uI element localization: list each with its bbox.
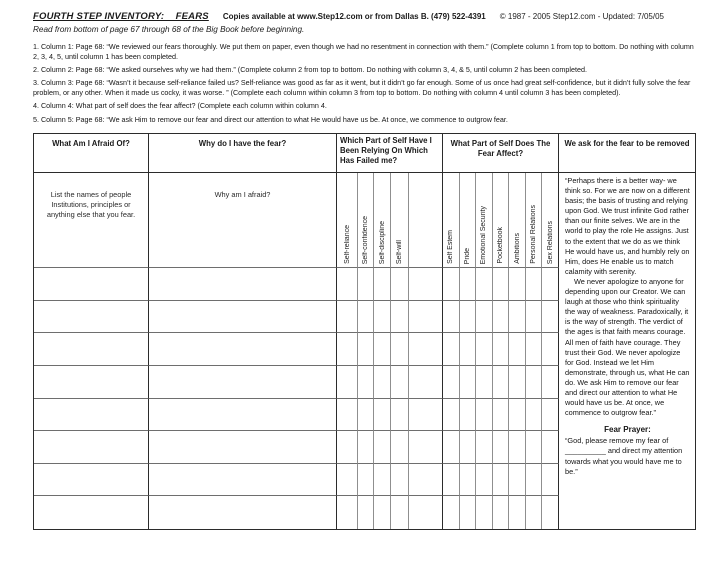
body-cell — [542, 464, 559, 497]
subcol-label: Pocketbook — [496, 227, 504, 264]
body-cell — [149, 333, 337, 366]
body-cell — [358, 301, 374, 334]
body-cell — [493, 399, 510, 432]
body-cell — [542, 333, 559, 366]
body-cell — [149, 464, 337, 497]
body-cell — [542, 301, 559, 334]
body-cell — [460, 268, 477, 301]
body-cell — [493, 366, 510, 399]
body-cell — [391, 399, 409, 432]
subcol-self-reliance — [337, 173, 358, 268]
body-cell — [337, 464, 358, 497]
body-cell — [374, 268, 391, 301]
body-cell — [509, 301, 526, 334]
copies-note: Copies available at www.Step12.com or from Dallas B. (479) 522-4391 — [222, 12, 486, 21]
instructions-list — [33, 42, 698, 124]
body-cell — [358, 464, 374, 497]
body-cell — [509, 496, 526, 529]
body-cell — [391, 431, 409, 464]
copyright-note: © 1987 - 2005 Step12.com - Updated: 7/05/05 — [499, 12, 664, 21]
body-cell — [149, 268, 337, 301]
body-cell — [409, 431, 443, 464]
body-cell — [374, 333, 391, 366]
body-cell — [34, 301, 149, 334]
instruction-item-2: 2. Column 2: Page 68: “We asked ourselves why we had them.” (Complete column 2 from top to bottom. Do nothing with column 3, 4, & 5, until column 2 has been completed. — [33, 65, 587, 75]
body-cell — [391, 464, 409, 497]
body-cell — [34, 366, 149, 399]
body-cell — [509, 431, 526, 464]
subcol-pocketbook — [493, 173, 510, 268]
body-cell — [460, 333, 477, 366]
col1-description: List the names of people Institutions, principles or anything else that you fear. — [34, 173, 149, 268]
body-cell — [358, 366, 374, 399]
subcol-blank — [409, 173, 443, 268]
body-cell — [34, 431, 149, 464]
page-header — [0, 0, 728, 124]
body-cell — [337, 268, 358, 301]
body-cell — [337, 496, 358, 529]
body-cell — [443, 268, 460, 301]
body-cell — [337, 301, 358, 334]
body-cell — [476, 366, 493, 399]
body-cell — [493, 268, 510, 301]
subcol-ambitions — [509, 173, 526, 268]
body-cell — [34, 399, 149, 432]
body-cell — [542, 399, 559, 432]
body-cell — [374, 399, 391, 432]
instruction-item-5: 5. Column 5: Page 68: “We ask Him to remove our fear and direct our attention to what He would have us be. At once, we commence to outgrow fear. — [33, 114, 508, 124]
body-cell — [476, 399, 493, 432]
body-cell — [409, 496, 443, 529]
body-cell — [149, 496, 337, 529]
body-cell — [493, 301, 510, 334]
body-cell — [542, 431, 559, 464]
instruction-item-3: 3. Column 3: Page 68: “Wasn’t it because self-reliance failed us? Self-reliance was good as far as it went, but it didn’t go far enough. Some of us once had great self-confidence, but it didn’t fully solve the fear problem, or any other. When it made us cocky, it was worse. ” (Complete each column within column 3 from top to bottom. Do nothing with column 4 until column 3 has been completed). — [33, 78, 691, 98]
body-cell — [526, 399, 543, 432]
instruction-item-1: 1. Column 1: Page 68: “We reviewed our fears thoroughly. We put them on paper, even though we had no resentment in connection with them.” (Complete column 1 from top to bottom. Do nothing with column 2, 3, 4, 5, until column 1 has been completed. — [33, 42, 694, 61]
body-cell — [358, 496, 374, 529]
body-cell — [443, 496, 460, 529]
body-cell — [509, 464, 526, 497]
body-cell — [391, 366, 409, 399]
col-header-why: Why do I have the fear? — [149, 134, 337, 173]
body-cell — [460, 496, 477, 529]
body-cell — [509, 366, 526, 399]
col2-description: Why am I afraid? — [149, 173, 337, 268]
subcol-self-esteem — [443, 173, 460, 268]
body-cell — [526, 301, 543, 334]
body-cell — [526, 366, 543, 399]
body-cell — [409, 333, 443, 366]
body-cell — [391, 333, 409, 366]
body-cell — [443, 301, 460, 334]
body-cell — [493, 464, 510, 497]
body-cell — [358, 431, 374, 464]
body-cell — [374, 496, 391, 529]
body-cell — [34, 268, 149, 301]
body-cell — [374, 431, 391, 464]
body-cell — [493, 496, 510, 529]
subcol-label: Self-discipline — [378, 220, 386, 264]
body-cell — [526, 333, 543, 366]
body-cell — [460, 399, 477, 432]
body-cell — [493, 333, 510, 366]
subcol-label: Self-will — [396, 239, 403, 264]
body-cell — [409, 301, 443, 334]
body-cell — [391, 268, 409, 301]
body-cell — [526, 268, 543, 301]
body-cell — [542, 268, 559, 301]
subcol-sex-relations — [542, 173, 559, 268]
col-header-afraid: What Am I Afraid Of? — [34, 134, 149, 173]
body-cell — [476, 268, 493, 301]
col-header-relying: Which Part of Self Have I Been Relying On Which Has Failed me? — [337, 134, 443, 173]
quote-passage-1: “Perhaps there is a better way- we think so. For we are now on a different basis; the basis of trusting and relying upon God. We trust infinite God rather than our finite selves. We are in the world to play the role He assigns. Just to the extent that we do as we think He would have us, and humbly rely on Him, does He enable us to match calamity with serenity. — [564, 176, 690, 276]
body-cell — [509, 333, 526, 366]
read-instruction: Read from bottom of page 67 through 68 of the Big Book before beginning. — [33, 25, 305, 34]
body-cell — [460, 431, 477, 464]
col-header-affect: What Part of Self Does The Fear Affect? — [443, 134, 559, 173]
quote-passage-2: We never apologize to anyone for depending upon our Creator. We can laugh at those who think spirituality the way of weakness. Paradoxically, it is the way of strength. The verdict of the ages is that faith means courage. All men of faith have courage. They trust their God. We never apologize for God. Instead we let Him demonstrate, through us, what He can do. We ask Him to remove our fear and direct our attention to what He would have us be. At once, we commence to outgrow fear.” — [564, 276, 690, 418]
fear-prayer-text: “God, please remove my fear of __________ and direct my attention towards what you would have me to be.” — [564, 436, 683, 476]
body-cell — [391, 496, 409, 529]
body-cell — [149, 366, 337, 399]
subcol-label: Self Estem — [447, 230, 455, 264]
body-cell — [149, 431, 337, 464]
body-cell — [409, 464, 443, 497]
body-cell — [337, 366, 358, 399]
body-cell — [443, 431, 460, 464]
body-cell — [409, 366, 443, 399]
subcol-self-confidence — [358, 173, 374, 268]
subcol-label: Self-reliance — [343, 225, 351, 264]
subcol-self-will — [391, 173, 409, 268]
subcol-emotional-security — [476, 173, 493, 268]
subcol-label: Emotional Security — [480, 205, 488, 264]
body-cell — [476, 464, 493, 497]
subcol-label: Ambitions — [513, 233, 521, 264]
body-cell — [337, 431, 358, 464]
body-cell — [374, 366, 391, 399]
body-cell — [409, 268, 443, 301]
body-cell — [493, 431, 510, 464]
body-cell — [374, 464, 391, 497]
body-cell — [149, 301, 337, 334]
body-cell — [34, 464, 149, 497]
body-cell — [476, 496, 493, 529]
col-header-removed: We ask for the fear to be removed — [559, 134, 695, 173]
body-cell — [476, 431, 493, 464]
subcol-self-discipline — [374, 173, 391, 268]
body-cell — [391, 301, 409, 334]
body-cell — [149, 399, 337, 432]
body-cell — [460, 301, 477, 334]
body-cell — [374, 301, 391, 334]
page-title: FOURTH STEP INVENTORY: FEARS — [33, 11, 209, 22]
body-cell — [409, 399, 443, 432]
body-cell — [34, 496, 149, 529]
body-cell — [542, 366, 559, 399]
subcol-label: Self-confidence — [362, 215, 369, 264]
fear-prayer-title: Fear Prayer: — [604, 425, 651, 435]
body-cell — [358, 333, 374, 366]
body-cell — [509, 268, 526, 301]
body-cell — [34, 333, 149, 366]
title-row — [33, 11, 698, 22]
body-cell — [509, 399, 526, 432]
body-cell — [337, 333, 358, 366]
instruction-item-4: 4. Column 4: What part of self does the fear affect? (Complete each column within column 4. — [33, 101, 327, 111]
subcol-label: Sex Relations — [546, 220, 554, 264]
subcol-label: Personal Relations — [530, 205, 538, 264]
body-cell — [443, 366, 460, 399]
body-cell — [358, 268, 374, 301]
body-cell — [542, 496, 559, 529]
subcol-personal-relations — [526, 173, 543, 268]
removal-quote-cell — [559, 173, 695, 529]
body-cell — [460, 464, 477, 497]
body-cell — [460, 366, 477, 399]
body-cell — [358, 399, 374, 432]
inventory-table — [33, 133, 696, 530]
body-cell — [443, 464, 460, 497]
subcol-label: Pride — [463, 247, 471, 264]
body-cell — [526, 464, 543, 497]
body-cell — [526, 431, 543, 464]
body-cell — [337, 399, 358, 432]
body-cell — [443, 399, 460, 432]
body-cell — [526, 496, 543, 529]
body-cell — [443, 333, 460, 366]
body-cell — [476, 301, 493, 334]
subcol-pride — [460, 173, 477, 268]
body-cell — [476, 333, 493, 366]
